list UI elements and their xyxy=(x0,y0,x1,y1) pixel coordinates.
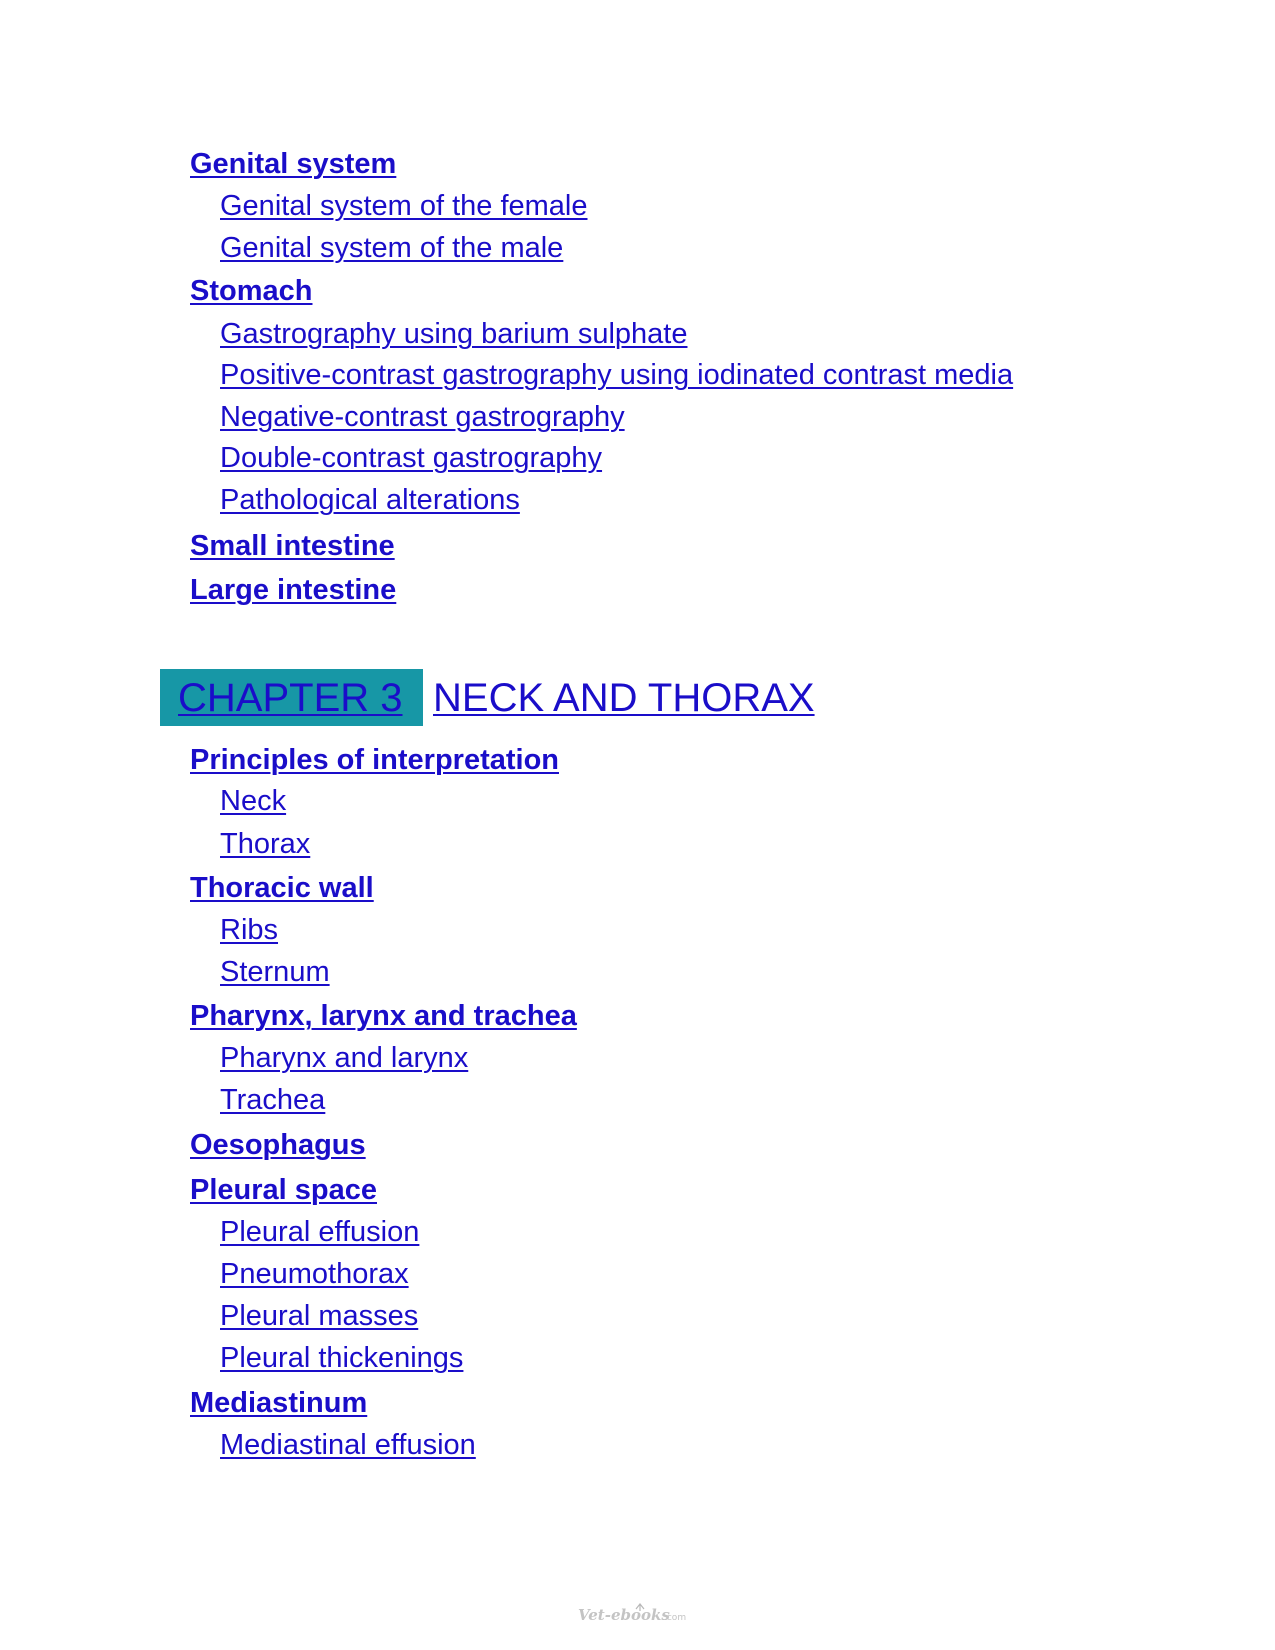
toc-sub-double-contrast-gastrography[interactable]: Double-contrast gastrography xyxy=(220,442,603,474)
toc-sub-genital-system-male[interactable]: Genital system of the male xyxy=(220,232,564,264)
toc-sub-gastrography-barium[interactable]: Gastrography using barium sulphate xyxy=(220,318,688,350)
toc-section-principles-of-interpretation[interactable]: Principles of interpretation xyxy=(190,744,559,776)
toc-sub-positive-contrast-gastrography[interactable]: Positive-contrast gastrography using iodinated contrast media xyxy=(220,359,1014,391)
toc-section-mediastinum[interactable]: Mediastinum xyxy=(190,1387,368,1419)
toc-sub-mediastinal-effusion[interactable]: Mediastinal effusion xyxy=(220,1429,476,1461)
toc-sub-pneumothorax[interactable]: Pneumothorax xyxy=(220,1258,409,1290)
toc-section-pharynx-larynx-trachea[interactable]: Pharynx, larynx and trachea xyxy=(190,1000,577,1032)
toc-sub-pleural-effusion[interactable]: Pleural effusion xyxy=(220,1216,420,1248)
svg-text:Vet-ebooks: Vet-ebooks xyxy=(578,1606,670,1624)
toc-sub-trachea[interactable]: Trachea xyxy=(220,1084,326,1116)
toc-sub-genital-system-female[interactable]: Genital system of the female xyxy=(220,190,588,222)
chapter-number-link[interactable]: CHAPTER 3 xyxy=(178,675,403,720)
vet-ebooks-watermark-logo xyxy=(578,1603,698,1625)
toc-sub-neck[interactable]: Neck xyxy=(220,785,287,817)
chapter-title-link[interactable]: NECK AND THORAX xyxy=(433,675,815,720)
toc-sub-pharynx-and-larynx[interactable]: Pharynx and larynx xyxy=(220,1042,469,1074)
toc-section-genital-system[interactable]: Genital system xyxy=(190,148,397,180)
toc-section-oesophagus[interactable]: Oesophagus xyxy=(190,1129,366,1161)
toc-sub-pleural-thickenings[interactable]: Pleural thickenings xyxy=(220,1342,464,1374)
toc-sub-negative-contrast-gastrography[interactable]: Negative-contrast gastrography xyxy=(220,401,625,433)
toc-section-thoracic-wall[interactable]: Thoracic wall xyxy=(190,872,374,904)
toc-sub-pleural-masses[interactable]: Pleural masses xyxy=(220,1300,419,1332)
chapter-heading xyxy=(160,669,815,726)
toc-sub-sternum[interactable]: Sternum xyxy=(220,956,330,988)
toc-section-small-intestine[interactable]: Small intestine xyxy=(190,530,395,562)
svg-text:.com: .com xyxy=(664,1613,687,1623)
toc-sub-thorax[interactable]: Thorax xyxy=(220,828,311,860)
toc-sub-ribs[interactable]: Ribs xyxy=(220,914,279,946)
chapter-number-highlight xyxy=(160,669,423,726)
toc-section-stomach[interactable]: Stomach xyxy=(190,275,313,307)
toc-sub-pathological-alterations[interactable]: Pathological alterations xyxy=(220,484,520,516)
toc-section-large-intestine[interactable]: Large intestine xyxy=(190,574,397,606)
toc-section-pleural-space[interactable]: Pleural space xyxy=(190,1174,377,1206)
